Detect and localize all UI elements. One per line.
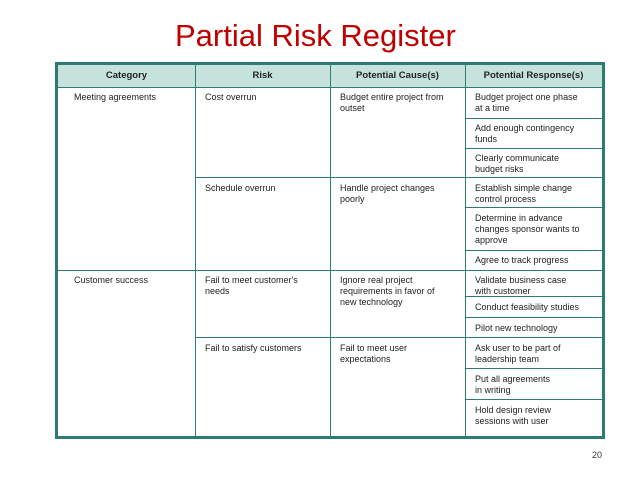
- risk-divider: [195, 337, 602, 338]
- risk-cell: Fail to meet customer's needs: [205, 275, 298, 296]
- category-divider: [58, 270, 602, 271]
- risk-cell: Fail to satisfy customers: [205, 343, 302, 353]
- response-cell: Validate business case with customer: [475, 275, 567, 296]
- page-title: Partial Risk Register: [175, 18, 456, 53]
- header-cause: Potential Cause(s): [356, 70, 439, 81]
- header-response: Potential Response(s): [483, 70, 584, 81]
- risk-register-table: [55, 62, 605, 439]
- category-cell: Meeting agreements: [74, 92, 157, 102]
- cause-cell: Budget entire project from outset: [340, 92, 444, 113]
- response-cell: Clearly communicate budget risks: [475, 153, 560, 174]
- response-divider: [465, 399, 602, 400]
- response-cell: Agree to track progress: [475, 255, 569, 265]
- risk-cell: Cost overrun: [205, 92, 257, 102]
- response-cell: Add enough contingency funds: [475, 123, 575, 144]
- header-risk: Risk: [252, 70, 273, 81]
- response-cell: Conduct feasibility studies: [475, 302, 580, 312]
- response-cell: Establish simple change control process: [475, 183, 573, 204]
- response-cell: Determine in advance changes sponsor wants to approve: [475, 213, 580, 245]
- header-category: Category: [105, 70, 148, 81]
- response-cell: Ask user to be part of leadership team: [475, 343, 561, 364]
- response-divider: [465, 148, 602, 149]
- response-divider: [465, 250, 602, 251]
- risk-cell: Schedule overrun: [205, 183, 276, 193]
- response-divider: [465, 118, 602, 119]
- cause-cell: Fail to meet user expectations: [340, 343, 408, 364]
- page-number: 20: [591, 450, 602, 460]
- response-divider: [465, 368, 602, 369]
- cause-cell: Ignore real project requirements in favor of new technology: [340, 275, 435, 307]
- category-cell: Customer success: [74, 275, 149, 285]
- response-cell: Budget project one phase at a time: [475, 92, 578, 113]
- column-divider: [330, 65, 331, 436]
- cause-cell: Handle project changes poorly: [340, 183, 435, 204]
- response-cell: Hold design review sessions with user: [475, 405, 552, 426]
- response-cell: Put all agreements in writing: [475, 374, 551, 395]
- response-divider: [465, 317, 602, 318]
- response-cell: Pilot new technology: [475, 323, 558, 333]
- response-divider: [465, 207, 602, 208]
- risk-divider: [195, 177, 602, 178]
- column-divider: [195, 65, 196, 436]
